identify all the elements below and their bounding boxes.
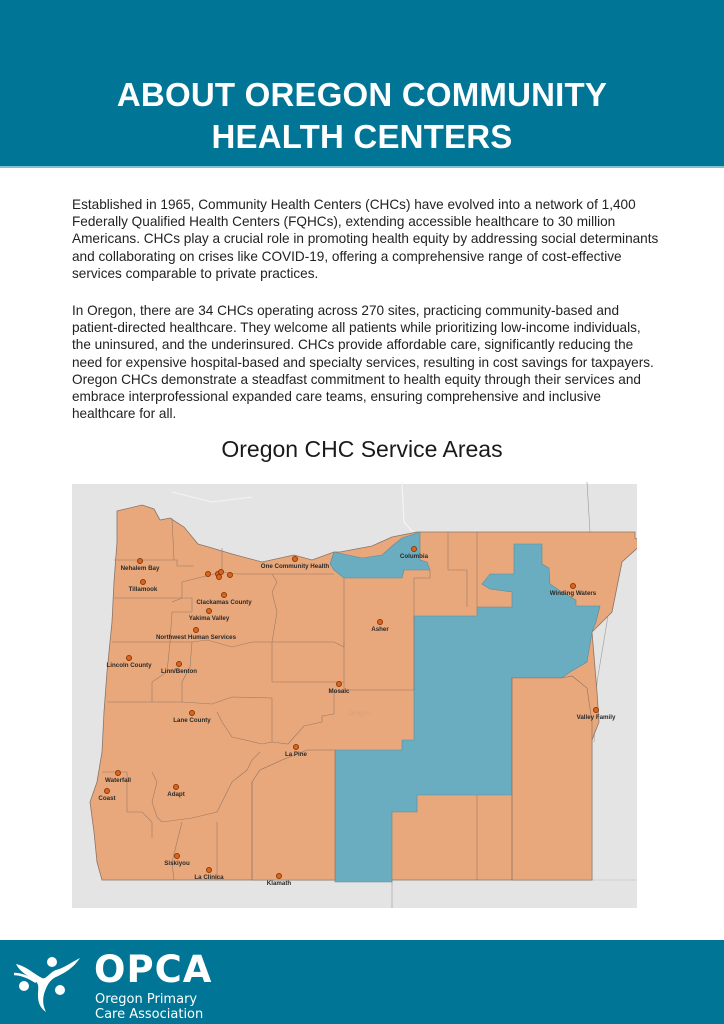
- logo-name: OPCA: [94, 948, 213, 991]
- site-label: Mosaic: [328, 688, 350, 695]
- site-label: One Community Health: [260, 563, 330, 570]
- site-marker-icon[interactable]: [189, 710, 195, 716]
- map-title: Oregon CHC Service Areas: [221, 436, 503, 462]
- site-label: Columbia: [399, 553, 429, 560]
- site-marker-icon[interactable]: [377, 619, 383, 625]
- site-marker-icon[interactable]: [293, 744, 299, 750]
- opca-logo-icon: [12, 952, 84, 1014]
- site-marker-icon[interactable]: [206, 608, 212, 614]
- site-marker-icon[interactable]: [216, 574, 222, 580]
- page-title: [0, 74, 724, 158]
- site-label: Tillamook: [128, 586, 158, 593]
- site-marker-icon[interactable]: [570, 583, 576, 589]
- site-label: Clackamas County: [196, 599, 252, 606]
- site-label: Klamath: [266, 880, 292, 887]
- page-title-line-1: ABOUT OREGON COMMUNITY: [116, 76, 608, 113]
- logo-subtitle-line-1: Oregon Primary: [95, 992, 198, 1007]
- site-marker-icon[interactable]: [104, 788, 110, 794]
- site-marker-icon[interactable]: [115, 770, 121, 776]
- site-label: Winding Waters: [549, 590, 597, 597]
- site-marker-icon[interactable]: [411, 546, 417, 552]
- site-label: Waterfall: [105, 777, 131, 784]
- site-marker-icon[interactable]: [205, 571, 211, 577]
- site-marker-icon[interactable]: [193, 627, 199, 633]
- intro-paragraph: Established in 1965, Community Health Centers (CHCs) have evolved into a network of 1,400 Federally Qualified Health Centers (FQHCs), extending accessible healthcare to 30 million Americans. CHCs play a crucial role in promoting health equity by addressing social determinants and collaborating on crises like COVID-19, offering a comprehensive range of cost-effective services comparable to private practices.: [72, 197, 659, 281]
- site-label: Lincoln County: [106, 662, 152, 669]
- page-title-line-2: HEALTH CENTERS: [211, 118, 513, 155]
- site-marker-icon[interactable]: [137, 558, 143, 564]
- site-marker-icon[interactable]: [593, 707, 599, 713]
- site-label: Northwest Human Services: [155, 634, 237, 641]
- site-marker-icon[interactable]: [140, 579, 146, 585]
- site-marker-icon[interactable]: [227, 572, 233, 578]
- site-label: Asher: [371, 626, 389, 633]
- site-label: Nehalem Bay: [120, 565, 160, 572]
- site-label: Siskiyou: [164, 860, 190, 867]
- site-label: La Pine: [284, 751, 308, 758]
- site-label: Adapt: [167, 791, 185, 798]
- header-banner: [0, 0, 724, 168]
- site-marker-icon[interactable]: [292, 556, 298, 562]
- site-label: La Clinica: [194, 874, 224, 881]
- site-label: Linn/Benton: [160, 668, 198, 675]
- site-marker-icon[interactable]: [126, 655, 132, 661]
- site-label: Coast: [98, 795, 116, 802]
- state-watermark: Oregon: [348, 710, 370, 717]
- logo-subtitle: [95, 992, 203, 1022]
- site-marker-icon[interactable]: [206, 867, 212, 873]
- service-area-map: [72, 482, 637, 908]
- site-marker-icon[interactable]: [176, 661, 182, 667]
- site-marker-icon[interactable]: [276, 873, 282, 879]
- site-marker-icon[interactable]: [173, 784, 179, 790]
- site-marker-icon[interactable]: [336, 681, 342, 687]
- site-marker-icon[interactable]: [174, 853, 180, 859]
- site-marker-icon[interactable]: [221, 592, 227, 598]
- footer: [0, 940, 724, 1024]
- site-label: Yakima Valley: [188, 615, 230, 622]
- logo-subtitle-line-2: Care Association: [95, 1007, 204, 1022]
- oregon-paragraph: In Oregon, there are 34 CHCs operating across 270 sites, practicing community-based and patient-directed healthcare. They welcome all patients while prioritizing low-income individuals, the uninsured, and the underinsured. CHCs provide affordable care, significantly reducing the need for expensive hospital-based and specialty services, resulting in cost savings for taxpayers. Oregon CHCs demonstrate a steadfast commitment to health equity through their services and embrace interprofessional expanded care teams, ensuring comprehensive and inclusive healthcare for all.: [72, 303, 654, 422]
- site-label: Lane County: [173, 717, 211, 724]
- oregon-county-map: [72, 482, 637, 908]
- site-label: Valley Family: [576, 714, 616, 721]
